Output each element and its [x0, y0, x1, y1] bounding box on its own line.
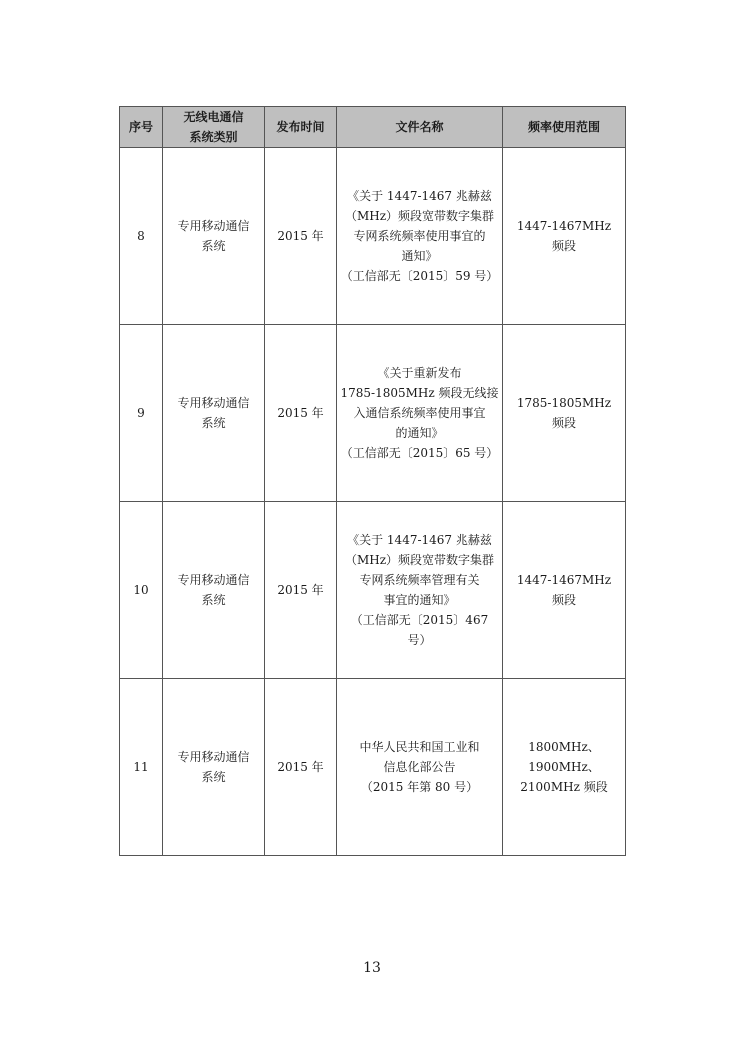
- header-document-name: 文件名称: [337, 107, 503, 148]
- header-frequency-range: 频率使用范围: [503, 107, 626, 148]
- table-row: [120, 502, 626, 679]
- frequency-document-table: [119, 106, 626, 856]
- cell-system-category: 专用移动通信 系统: [163, 679, 265, 856]
- cell-serial-number: 11: [120, 679, 163, 856]
- cell-release-date: 2015 年: [265, 679, 337, 856]
- table-row: [120, 148, 626, 325]
- cell-document-name: 《关于 1447-1467 兆赫兹 （MHz）频段宽带数字集群 专网系统频率使用事宜的 通知》 （工信部无〔2015〕59 号）: [337, 148, 503, 325]
- cell-release-date: 2015 年: [265, 502, 337, 679]
- cell-system-category: 专用移动通信 系统: [163, 148, 265, 325]
- cell-frequency-range: 1785-1805MHz 频段: [503, 325, 626, 502]
- cell-frequency-range: 1447-1467MHz 频段: [503, 148, 626, 325]
- header-system-category: 无线电通信 系统类别: [163, 107, 265, 148]
- cell-serial-number: 9: [120, 325, 163, 502]
- table-row: [120, 325, 626, 502]
- cell-release-date: 2015 年: [265, 325, 337, 502]
- cell-document-name: 《关于 1447-1467 兆赫兹 （MHz）频段宽带数字集群 专网系统频率管理有关 事宜的通知》 （工信部无〔2015〕467 号）: [337, 502, 503, 679]
- table-header-row: [120, 107, 626, 148]
- page-number: 13: [363, 960, 381, 976]
- cell-serial-number: 8: [120, 148, 163, 325]
- cell-system-category: 专用移动通信 系统: [163, 325, 265, 502]
- table-row: [120, 679, 626, 856]
- cell-document-name: 中华人民共和国工业和 信息化部公告 （2015 年第 80 号）: [337, 679, 503, 856]
- cell-frequency-range: 1447-1467MHz 频段: [503, 502, 626, 679]
- header-release-date: 发布时间: [265, 107, 337, 148]
- cell-system-category: 专用移动通信 系统: [163, 502, 265, 679]
- cell-release-date: 2015 年: [265, 148, 337, 325]
- cell-frequency-range: 1800MHz、 1900MHz、 2100MHz 频段: [503, 679, 626, 856]
- cell-document-name: 《关于重新发布 1785-1805MHz 频段无线接 入通信系统频率使用事宜 的通知》 （工信部无〔2015〕65 号）: [337, 325, 503, 502]
- header-serial-number: 序号: [120, 107, 163, 148]
- cell-serial-number: 10: [120, 502, 163, 679]
